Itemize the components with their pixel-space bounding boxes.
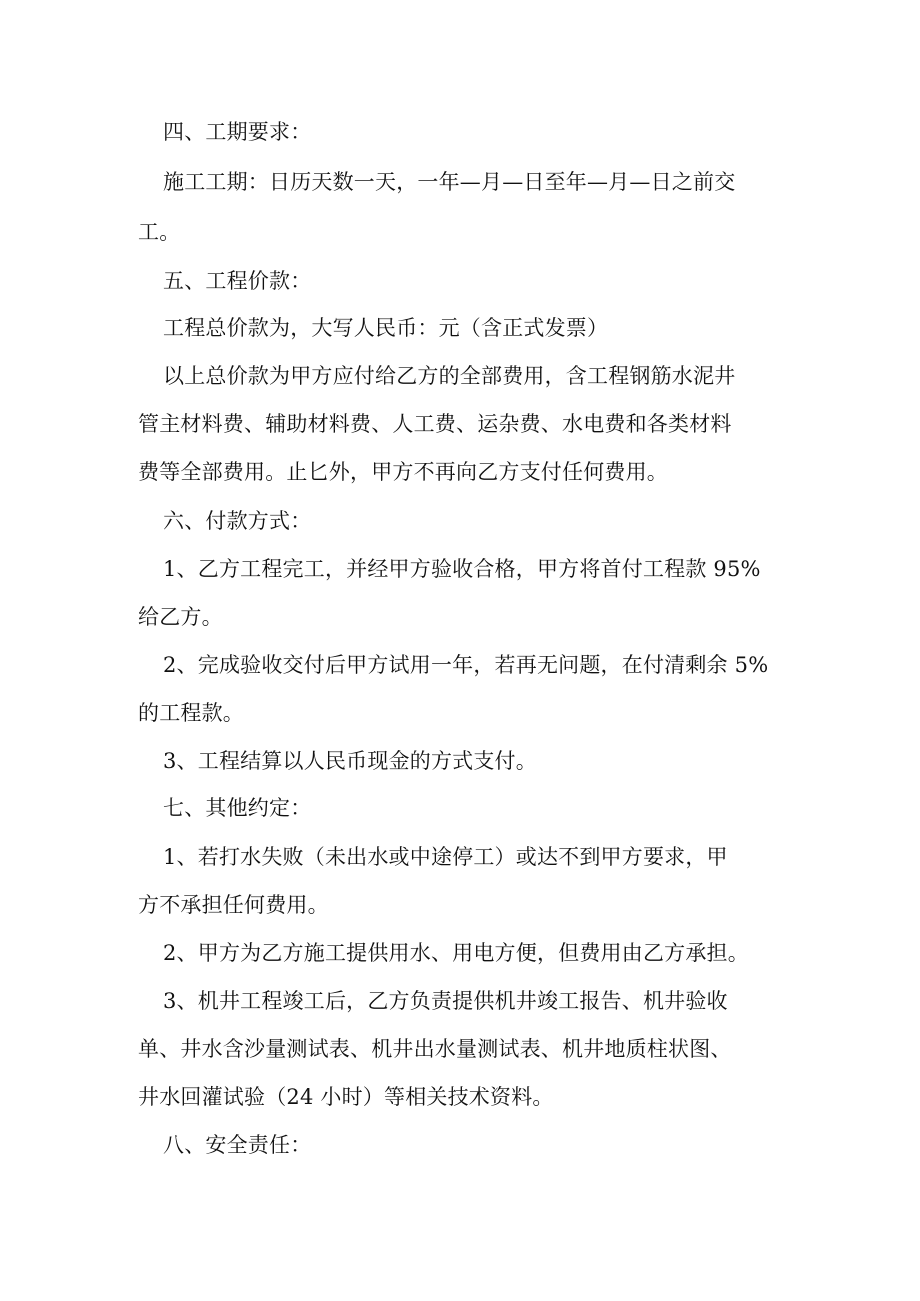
paragraph-line: 2、完成验收交付后甲方试用一年，若再无问题，在付清剩余 5%	[163, 653, 769, 677]
paragraph-line: 给乙方。	[138, 605, 223, 629]
paragraph-line: 管主材料费、辅助材料费、人工费、运杂费、水电费和各类材料	[138, 412, 732, 436]
paragraph-line: 3、机井工程竣工后，乙方负责提供机井竣工报告、机井验收	[163, 989, 728, 1013]
section-heading-price: 五、工程价款：	[163, 269, 312, 293]
section-heading-safety: 八、安全责任：	[163, 1133, 312, 1157]
paragraph-line: 1、乙方工程完工，并经甲方验收合格，甲方将首付工程款 95%	[163, 557, 761, 581]
section-heading-payment: 六、付款方式：	[163, 509, 312, 533]
paragraph-line: 工程总价款为，大写人民币：元（含正式发票）	[163, 316, 609, 340]
paragraph-line: 方不承担任何费用。	[138, 893, 329, 917]
paragraph-line: 施工工期：日历天数一天，一年—月—日至年—月—日之前交	[163, 170, 736, 194]
paragraph-line: 单、井水含沙量测试表、机井出水量测试表、机井地质柱状图、	[138, 1037, 732, 1061]
paragraph-line: 2、甲方为乙方施工提供用水、用电方便，但费用由乙方承担。	[163, 941, 749, 965]
section-heading-other: 七、其他约定：	[163, 796, 312, 820]
paragraph-line: 工。	[138, 220, 181, 244]
paragraph-line: 以上总价款为甲方应付给乙方的全部费用，含工程钢筋水泥井	[163, 364, 736, 388]
section-heading-schedule: 四、工期要求：	[163, 120, 312, 144]
paragraph-line: 3、工程结算以人民币现金的方式支付。	[163, 749, 537, 773]
paragraph-line: 的工程款。	[138, 701, 244, 725]
paragraph-line: 费等全部费用。止匕外，甲方不再向乙方支付任何费用。	[138, 460, 668, 484]
paragraph-line: 井水回灌试验（24 小时）等相关技术资料。	[138, 1085, 554, 1109]
paragraph-line: 1、若打水失败（未出水或中途停工）或达不到甲方要求，甲	[163, 845, 728, 869]
